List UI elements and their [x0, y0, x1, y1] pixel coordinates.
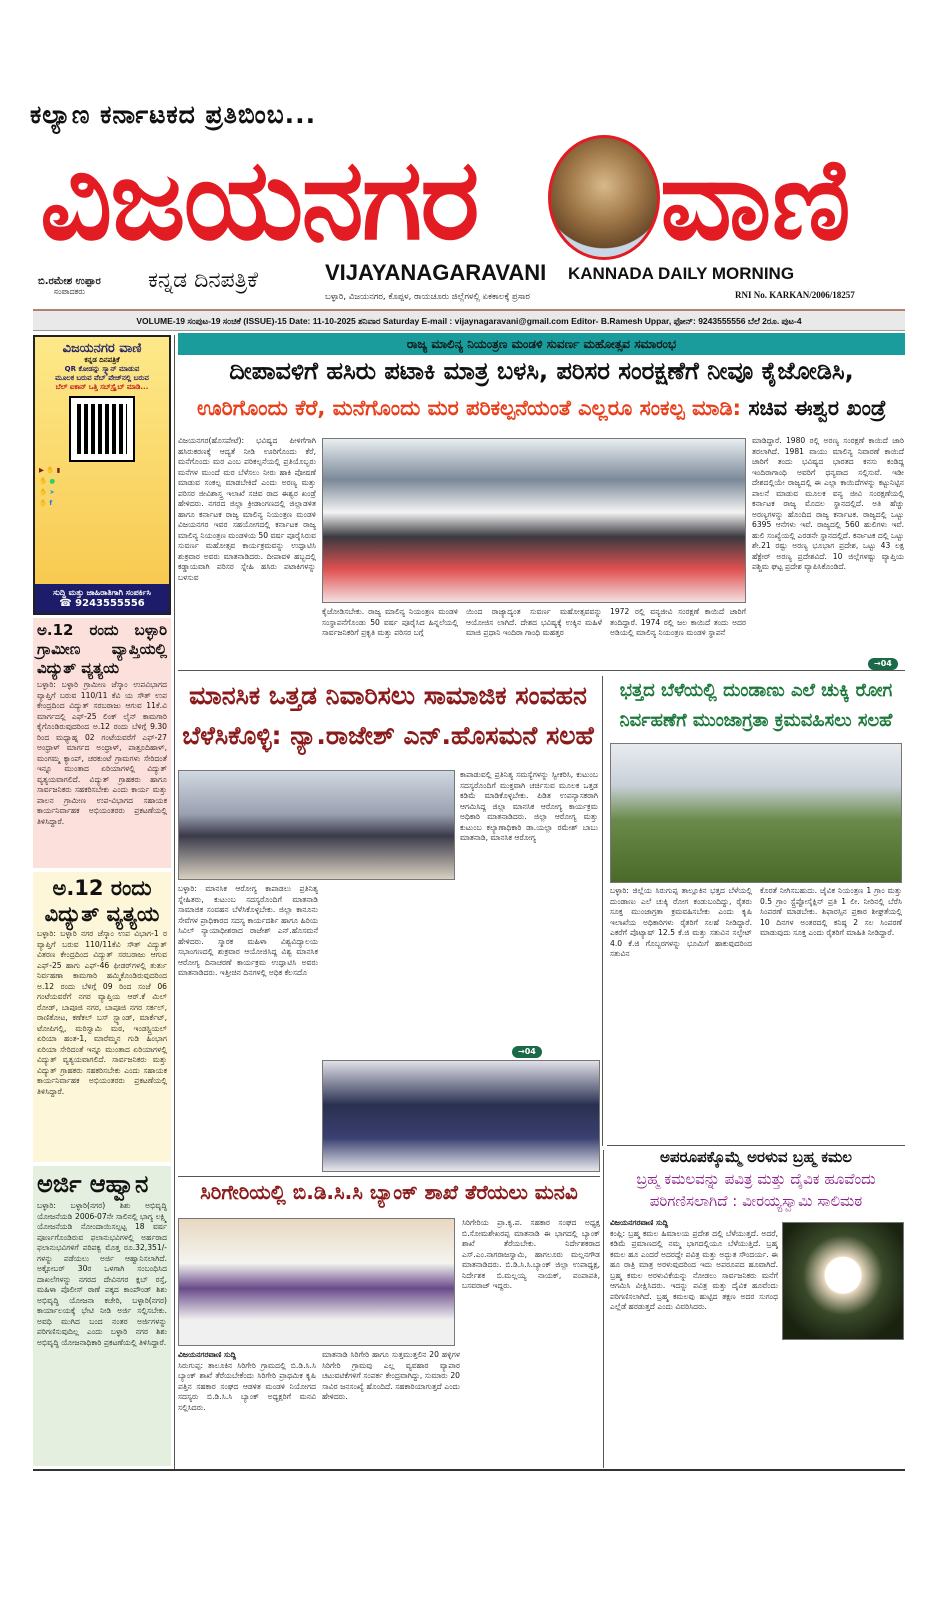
youtube-row[interactable]: ▶ ✋ ▮: [39, 466, 61, 474]
article-application-invite: [33, 1166, 171, 1466]
lead-body-col3: ಯಿಂದ ರಾಜ್ಯಾದ್ಯಂತ ಸುವರ್ಣ ಮಹೋತ್ಸವವನ್ನು ಆಯೋಜಿಸ ಲಾಗಿದೆ. ದೇಶದ ಭವಿಷ್ಯಕ್ಕೆ ಉಕ್ಕಿನ ಮಹಿಳೆ ಮಾಜಿ ಪ್ರಧಾನಿ ಇಂದಿರಾ ಗಾಂಧಿ ಮಹತ್ತರ: [466, 607, 602, 637]
section-divider: [178, 670, 905, 671]
lead-kicker: ರಾಜ್ಯ ಮಾಲಿನ್ಯ ನಿಯಂತ್ರಣ ಮಂಡಳಿ ಸುವರ್ಣ ಮಹೋತ್ಸವ ಸಮಾರಂಭ: [178, 333, 905, 355]
bank-body-1: [178, 1350, 316, 1465]
brahma-headline: ಬ್ರಹ್ಮ ಕಮಲವನ್ನು ಪವಿತ್ರ ಮತ್ತು ದೈವಿಕ ಹೂವೆಂದು ಪರಿಗಣಿಸಲಾಗಿದೆ : ವೀರಯ್ಯಸ್ವಾಮಿ ಸಾಲಿಮಠ: [636, 1170, 876, 1210]
bank-body-3: ಸಿರಿಗೇರಿಯ ಪ್ರಾ.ಕೃ.ಪ. ಸಹಕಾರ ಸಂಘದ ಅಧ್ಯಕ್ಷ ಬಿ.ಸೋಮಶೇಖರಪ್ಪ ಮಾತನಾಡಿ ಈ ಭಾಗದಲ್ಲಿ ಬ್ಯಾಂಕ್ ಶಾಖೆ ತೆರೆಯಬೇಕು. ನಿರ್ದೇಶಕರಾದ ಎಸ್.ಎಂ.ನಾಗರಾಜಸ್ವಾಮಿ, ಹಾಗಲೂರು ಮಲ್ಲನಗೌಡ ಮಾತನಾಡಿದರು. ಬಿ.ಡಿ.ಸಿ.ಸಿ.ಬ್ಯಾಂಕ್ ಜಿಲ್ಲಾ ಉಪಾಧ್ಯಕ್ಷ, ನಿರ್ದೇಶಕ ಬಿ.ಮಲ್ಲಯ್ಯ ನಾಯಕ್, ಪಂಪಾಪತಿ, ಬಸವರಾಜ್ ಇದ್ದರು.: [462, 1218, 600, 1290]
lead-body-col2: ಕೈಜೋಡಿಸಬೇಕು. ರಾಜ್ಯ ಮಾಲಿನ್ಯ ನಿಯಂತ್ರಣ ಮಂಡಳಿ ಸಂಸ್ಥಾಪನೆಗೊಂಡು 50 ವರ್ಷ ಪೂರೈಸಿದ ಹಿನ್ನಲೆಯಲ್ಲಿ ಸಾರ್ವಜನಿಕರಿಗೆ ಪ್ರಕೃತಿ ಮತ್ತು ಪರಿಸರ ಬಗ್ಗೆ: [322, 607, 458, 637]
bank-headline: ಸಿರಿಗೇರಿಯಲ್ಲಿ ಬಿ.ಡಿ.ಸಿ.ಸಿ ಬ್ಯಾಂಕ್ ಶಾಖೆ ತೆರೆಯಲು ಮನವಿ: [200, 1180, 578, 1204]
column-divider: [602, 676, 603, 1146]
byline: ವಿಜಯನಗರವಾಣಿ ಸುದ್ದಿ: [178, 1350, 237, 1359]
mental-health-body-left: ಬಳ್ಳಾರಿ: ಮಾನಸಿಕ ಆರೋಗ್ಯ ಕಾಪಾಡಲು ಪ್ರತಿನಿತ್ಯ ಸ್ನೇಹಿತರು, ಕುಟುಂಬ ಸದಸ್ಯರೊಂದಿಗೆ ಮಾತನಾಡಿ ಸಾಮಾಜಿಕ ಸಂವಹನ ಬೆಳೆಸಿಕೊಳ್ಳಬೇಕು. ಜಿಲ್ಲಾ ಕಾನೂನು ಸೇವೆಗಳ ಪ್ರಾಧಿಕಾರದ ಸದಸ್ಯ ಕಾರ್ಯದರ್ಶಿ ಹಾಗೂ ಹಿರಿಯ ಸಿವಿಲ್ ನ್ಯಾಯಾಧೀಶರಾದ ರಾಜೇಶ್ ಎನ್.ಹೊಸಮನೆ ಹೇಳಿದರು. ಸ್ಮಾರಕ ಮಹಿಳಾ ವಿಶ್ವವಿದ್ಯಾಲಯ ಸಭಾಂಗಣದಲ್ಲಿ ಶುಕ್ರವಾರ ಆಯೋಜಿಸಿದ್ದ ವಿಶ್ವ ಮಾನಸಿಕ ಆರೋಗ್ಯ ದಿನಾಚರಣೆ ಕಾರ್ಯಕ್ರಮ ಉದ್ಘಾಟಿಸಿ ಅವರು ಮಾತನಾಡಿದರು. ಇತ್ತೀಚಿನ ದಿನಗಳಲ್ಲಿ ಅಧಿಕ ಕೆಲಸದೊ: [178, 884, 318, 977]
lead-body-right: ಮಾಡಿದ್ದಾರೆ. 1980 ರಲ್ಲಿ ಅರಣ್ಯ ಸಂರಕ್ಷಣೆ ಕಾಯಿದೆ ಜಾರಿ ತರಲಾಗಿದೆ. 1981 ವಾಯು ಮಾಲಿನ್ಯ ನಿವಾರಣೆ ಕಾಯಿದೆ ಜಾರಿಗೆ ತಂದು ಭವಿಷ್ಯದ ಭಾರತದ ಕನಸು ಕಂಡಿದ್ದ ಇಂದಿರಾಗಾಂಧಿ ಅವರಿಗೆ ಧನ್ಯವಾದ ಸಲ್ಲಿಸುವೆ. ಇಡೀ ದೇಶದಲ್ಲಿಯೇ ರಾಜ್ಯದಲ್ಲಿ ಈ ಎಲ್ಲಾ ಕಾಯಿದೆಗಳನ್ನು ಕಟ್ಟುನಿಟ್ಟಿನ ಪಾಲನೆ ಮಾಡುವ ಮೂಲಕ ವನ್ಯ ಜೀವಿ ಸಂರಕ್ಷಣೆಯಲ್ಲಿ ಕರ್ನಾಟಕ ರಾಜ್ಯ ಮೊದಲ ಸ್ಥಾನದಲ್ಲಿದೆ. ಅತಿ ಹೆಚ್ಚು ಅರಣ್ಯಗಳನ್ನು ಹೊಂದಿದ ರಾಜ್ಯ ಕರ್ನಾಟಕ. ರಾಜ್ಯದಲ್ಲಿ ಒಟ್ಟು 6395 ಆನೆಗಳು ಇವೆ. ರಾಜ್ಯದಲ್ಲಿ 560 ಹುಲಿಗಳು ಇವೆ. ಹುಲಿ ಸಂಖ್ಯೆಯಲ್ಲಿ ಎರಡನೇ ಸ್ಥಾನದಲ್ಲಿದೆ. ಕರ್ನಾಟಕ ದಲ್ಲಿ ಒಟ್ಟು ಶೇ.21 ರಷ್ಟು ಅರಣ್ಯ ಭೂಭಾಗ ಪ್ರದೇಶ, ಒಟ್ಟು 43 ಲಕ್ಷ ಹೆಕ್ಟೇರ್ ಅರಣ್ಯ ಪ್ರದೇಶವಿದೆ. 10 ಜಿಲ್ಲೆಗಳಷ್ಟು ವ್ಯಾಪ್ತಿಯ ಪಶ್ಚಿಮ ಘಟ್ಟ ಪ್ರದೇಶ ವ್ಯಾಪಿಸಿಕೊಂಡಿದೆ.: [752, 436, 904, 571]
mental-health-headline: ಮಾನಸಿಕ ಒತ್ತಡ ನಿವಾರಿಸಲು ಸಾಮಾಜಿಕ ಸಂವಹನ ಬೆಳೆಸಿಕೊಳ್ಳಿ: ನ್ಯಾ.ರಾಜೇಶ್ ಎನ್.ಹೊಸಮನೆ ಸಲಹೆ: [182, 681, 594, 750]
hampi-chariot-logo-image: [548, 135, 660, 260]
ad-line-1: QR ಕೋಡನ್ನು ಸ್ಕ್ಯಾನ್ ಮಾಡುವ: [64, 365, 140, 373]
ad-phone: 9243555556: [75, 598, 145, 609]
facebook-icon[interactable]: ✋ f: [39, 499, 53, 507]
subheadline-red: ಊರಿಗೊಂದು ಕೆರೆ, ಮನೆಗೊಂದು ಮರ ಪರಿಕಲ್ಪನೆಯಂತೆ ಎಲ್ಲರೂ ಸಂಕಲ್ಪ ಮಾಡಿ:: [196, 396, 742, 420]
brahma-body-text: ಕಂಪ್ಲಿ: ಬ್ರಹ್ಮ ಕಮಲ ಹಿಮಾಲಯ ಪ್ರದೇಶ ದಲ್ಲಿ ಬೆಳೆಯುತ್ತದೆ. ಅದರೆ, ಕಡಿಮೆ ಪ್ರಮಾಣದಲ್ಲಿ ನಮ್ಮ ಭಾಗದಲ್ಲಿಯೂ ಬೆಳೆಯುತ್ತಿದೆ. ಬ್ರಹ್ಮ ಕಮಲ ಹೂ ಎಂದರೆ ಅದರದ್ದೇ ಪವಿತ್ರ ಮತ್ತು ಅದ್ಭುತ ಸೌಂದರ್ಯ. ಈ ಹೂ ರಾತ್ರಿ ಮಾತ್ರ ಅರಳುವುದರಿಂದ ಇದು ಅಪರೂಪದ ಹೂವಾಗಿದೆ. ಬ್ರಹ್ಮ ಕಮಲ ಅರಳುವಿಕೆಯನ್ನು ನೋಡಲು ಸಾರ್ವಜನಿಕರು ಮನೆಗೆ ಆಗಮಿಸಿ ವೀಕ್ಷಿಸಿದರು. ಇದನ್ನು ಪವಿತ್ರ ಮತ್ತು ದೈವಿಕ ಹೂವೆಂದು ಪರಿಗಣಿಸಲಾಗಿದೆ. ಬ್ರಹ್ಮ ಕಮಲವು ಹುಟ್ಟಿದ ತಕ್ಷಣ ಅದರ ಸುಗಂಧ ಎಲ್ಲೆಡೆ ಹರಡುತ್ತದೆ ಎಂದು ವಿವರಿಸಿದರು.: [610, 1228, 778, 1311]
article-body: ಬಳ್ಳಾರಿ: ಬಳ್ಳಾರಿ(ನಗರ) ಶಿಶು ಅಭಿವೃದ್ಧಿ ಯೋಜನೆಯಡಿ 2006-07ನೇ ಸಾಲಿನಲ್ಲಿ ಭಾಗ್ಯ ಲಕ್ಷ್ಮಿ ಯೋಜನೆಯಡಿ ನೋಂದಾಯಿಸಲ್ಪಟ್ಟ 18 ವರ್ಷ ಪೂರ್ಣಗೊಂಡಿರುವ ಫಲಾನುಭವಿಗಳಲ್ಲಿ ಅರ್ಹರಾದ ಫಲಾನುಭವಿಗಳಿಗೆ ಪರಿಪಕ್ವ ಮೊತ್ತ ರೂ.32,351/-ಗಳನ್ನು ಪಡೆಯಲು ಅರ್ಜಿ ಆಹ್ವಾನಿಸಲಾಗಿದೆ. ಅಕ್ಟೋಬರ್ 30ರ ಒಳಗಾಗಿ ಸಂಬಂಧಿಸಿದ ದಾಖಲೆಗಳನ್ನು ನಗರದ ದೇವಿನಗರ ಕ್ಲಬ್ ರಸ್ತೆ, ಮಹಿಳಾ ಪೊಲೀಸ್ ಠಾಣೆ ಪಕ್ಕದ ಕಾಂಪೌಂಡ್ ಶಿಶು ಅಭಿವೃದ್ಧಿ ಯೋಜನಾ ಕಚೇರಿ, ಬಳ್ಳಾರಿ(ನಗರ) ಕಾರ್ಯಾಲಯಕ್ಕೆ ಭೇಟಿ ನೀಡಿ ಅರ್ಜಿ ಸಲ್ಲಿಸಬೇಕು. ಅವಧಿ ಮುಗಿದ ಬಂದ ನಂತರ ಅರ್ಜಿಗಳನ್ನು ಪರಿಗಣಿಸುವುದಿಲ್ಲ ಎಂದು ಬಳ್ಳಾರಿ ನಗರ ಶಿಶು ಅಭಿವೃದ್ಧಿ ಯೋಜನಾಧಿಕಾರಿ ಪ್ರಕಟಣೆಯಲ್ಲಿ ತಿಳಿಸಿದ್ದಾರೆ.: [37, 1201, 167, 1347]
students-photo: [322, 1060, 600, 1172]
masthead-title-left: ವಿಜಯನಗರ: [40, 135, 478, 265]
mental-continued-badge[interactable]: [512, 1043, 542, 1058]
ad-subtitle: ಕನ್ನಡ ದಿನಪತ್ರಿಕೆ: [84, 356, 120, 364]
subheadline-black: ಸಚಿವ ಈಶ್ವರ ಖಂಡ್ರೆ: [741, 396, 887, 420]
whatsapp-icon[interactable]: ✋ ●: [39, 477, 56, 485]
qr-subscribe-ad[interactable]: [33, 335, 171, 615]
bank-body-2: ಮಾತನಾಡಿ ಸಿರಿಗೇರಿ ಹಾಗೂ ಸುತ್ತಮುತ್ತಲಿನ 20 ಹಳ್ಳಿಗಳ ಸಿರಿಗೇರಿ ಗ್ರಾಮವು ಎಲ್ಲ ವ್ಯವಹಾರ ವ್ಯಾಪಾರ ಚಟುವಟಿಕೆಗಳಿಗೆ ಸಂಪರ್ಕ ಕೇಂದ್ರವಾಗಿದ್ದು, ಸುಮಾರು 20 ಸಾವಿರ ಜನಸಂಖ್ಯೆ ಹೊಂದಿದೆ. ಸಹಕಾರಿಯಾಗುತ್ತದೆ ಎಂದು ಹೇಳಿದರು.: [322, 1350, 460, 1401]
article-headline: ಅ.12 ರಂದು ಬಳ್ಳಾರಿ ಗ್ರಾಮೀಣ ವ್ಯಾಪ್ತಿಯಲ್ಲಿ ವಿದ್ಯುತ್ ವ್ಯತ್ಯಯ: [37, 621, 167, 677]
page-bottom-rule: [33, 1469, 905, 1471]
article-headline: ಅ.12 ರಂದು ವಿದ್ಯುತ್ ವ್ಯತ್ಯಯ: [44, 876, 160, 926]
masthead-title-right: ವಾಣಿ: [660, 135, 851, 265]
telegram-icon[interactable]: ✋ ➤: [39, 488, 55, 496]
lead-photo-ceremony: [322, 438, 746, 603]
lead-body-col1: ವಿಜಯನಗರ(ಹೊಸಪೇಟೆ): ಭವಿಷ್ಯದ ಪೀಳಿಗೆಗಾಗಿ ಹಸಿರುಕರಣಕ್ಕೆ ಆದ್ಯತೆ ನೀಡಿ ಊರಿಗೊಂದು ಕೆರೆ, ಮನೆಗೊಂದು ಮರ ಎಂಬ ಪರಿಕಲ್ಪನೆಯಲ್ಲಿ ಪ್ರತಿಯೊಬ್ಬರು ಮನೆಗಳ ಮುಂದೆ ಮರ ಬೆಳೆಸಲು ನೀರು ಹಾಕಿ ಪೋಷಣೆ ಮಾಡುವ ಸಂಕಲ್ಪ ಮಾಡಬೇಕಿದೆ ಎಂದು ಅರಣ್ಯ ಮತ್ತು ಪರಿಸರ ಜೀವಿಶಾಸ್ತ್ರ ಇಲಾಖೆ ಸಚಿವ ರಾದ ಈಶ್ವರ ಖಂಡ್ರೆ ಹೇಳಿದರು. ನಗರದ ಜಿಲ್ಲಾ ಕ್ರೀಡಾಂಗಣದಲ್ಲಿ ಜಿಲ್ಲಾಡಳಿತ ಹಾಗೂ ಕರ್ನಾಟಕ ರಾಜ್ಯ ಮಾಲಿನ್ಯ ನಿಯಂತ್ರಣ ಮಂಡಳಿ ವಿಜಯನಗರ ಇವರ ಸಹಯೋಗದಲ್ಲಿ ಕರ್ನಾಟಕ ರಾಜ್ಯ ಮಾಲಿನ್ಯ ನಿಯಂತ್ರಣ ಮಂಡಳಿಯ 50 ವರ್ಷ ಪೂರೈಸಿರುವ ಸುವರ್ಣ ಮಹೋತ್ಸವ ಕಾರ್ಯಕ್ರಮವನ್ನು ಉದ್ಘಾಟಿಸಿ ಶುಕ್ರವಾರ ಅವರು ಮಾತನಾಡಿದರು. ದೀಪಾವಳಿ ಹಬ್ಬದಲ್ಲಿ ಕಡ್ಡಾಯವಾಗಿ ಪರಿಸರ ಸ್ನೇಹಿ ಹಸಿರು ಪಟಾಕಿಗಳನ್ನು ಬಳಸುವ: [178, 436, 316, 582]
brahma-kamala-photo: [782, 1222, 904, 1340]
column-divider: [603, 1150, 604, 1468]
bank-petition-photo: [178, 1218, 455, 1346]
brahma-body: [610, 1218, 778, 1463]
byline: ವಿಜಯನಗರವಾಣಿ ಸುದ್ದಿ: [610, 1218, 669, 1227]
masthead-tagline: ಕಲ್ಯಾಣ ಕರ್ನಾಟಕದ ಪ್ರತಿಬಿಂಬ...: [30, 100, 317, 129]
left-column: [33, 335, 171, 1466]
english-title: VIJAYANAGARAVANI: [325, 260, 547, 285]
continued-label: →04: [868, 658, 898, 670]
circulation-line: ಬಳ್ಳಾರಿ, ವಿಜಯನಗರ, ಕೊಪ್ಪಳ, ರಾಯಚೂರು ಜಿಲ್ಲೆಗಳಲ್ಲಿ ಏಕಕಾಲಕ್ಕೆ ಪ್ರಸಾರ: [325, 292, 530, 302]
rni-number: RNI No. KARKAN/2006/18257: [735, 290, 855, 300]
ad-line-3: ಬೆಲ್ ಐಕಾನ್ ಒತ್ತಿ ಸಬ್‌ಸ್ಕ್ರೈಬ್ ಮಾಡಿ...: [55, 383, 149, 391]
paddy-body-right: ಕೊರತೆ ನೀಗಿಸಬಹುದು. ಜೈವಿಕ ನಿಯಂತ್ರಣ 1 ಗ್ರಾಂ ಮತ್ತು 0.5 ಗ್ರಾಂ ಸ್ಟ್ರೆಪ್ಟೋಸೈಕ್ಲಿನ್ ಪ್ರತಿ 1 ಲೀ. ನೀರಿನಲ್ಲಿ ಬೆರೆಸಿ ಸಿಂಪರಣೆ ಮಾಡಬೇಕು. ಶಿಫಾರಸ್ಸಿನ ಪ್ರಕಾರ ಶೀಘ್ರತೆಯಲ್ಲಿ 10 ದಿನಗಳ ಅಂತರದಲ್ಲಿ ಕನಿಷ್ಠ 2 ಸಲ ಸಿಂಪರಣೆ ಮಾಡುವುದು ಸೂಕ್ತ ಎಂದು ರೈತರಿಗೆ ಮಾಹಿತಿ ನೀಡಿದ್ದಾರೆ.: [760, 886, 902, 937]
editor-credit: [38, 276, 101, 297]
lead-body-col4: 1972 ರಲ್ಲಿ ವನ್ಯಜೀವಿ ಸಂರಕ್ಷಣೆ ಕಾಯಿದೆ ಜಾರಿಗೆ ತಂದಿದ್ದಾರೆ. 1974 ರಲ್ಲಿ ಜಲ ಕಾಯಿದೆ ತಂದು ಅದರ ಅಡಿಯಲ್ಲಿ ಮಾಲಿನ್ಯ ನಿಯಂತ್ರಣ ಮಂಡಳಿ ಸ್ಥಾಪನೆ: [610, 607, 746, 637]
article-body: ಬಳ್ಳಾರಿ: ಬಳ್ಳಾರಿ ನಗರ ಜೆಸ್ಕಾಂ ಉಪ ವಿಭಾಗ-1 ರ ವ್ಯಾಪ್ತಿಗೆ ಬರುವ 110/11ಕೆವಿ ಸೌತ್ ವಿದ್ಯುತ್ ವಿತರಣ ಕೇಂದ್ರದಿಂದ ವಿದ್ಯುತ್ ಸರಬರಾಜು ಆಗುವ ಎಫ್-25 ಹಾಗು ಎಫ್-46 ಫೀಡರ್‌ಗಳಲ್ಲಿ ತುರ್ತು ನಿರ್ವಹಣಾ ಕಾಮಗಾರಿ ಹಮ್ಮಿಕೊಂಡಿರುವುದರಿಂದ ಅ.12 ರಂದು ಬೆಳಿಗ್ಗೆ 09 ರಿಂದ ಸಂಜೆ 06 ಗಂಟೆಯವರೆಗೆ ನಗರ ವ್ಯಾಪ್ತಿಯ ಆರ್.ಕೆ ಮಿಲ್ ರೋಡ್, ಬಾಪೂಜಿ ನಗರ, ಬಾಪೂಜಿ ನಗರ ಸರ್ಕಲ್, ರಾಣಿತೋಟ, ಕಣೆಕಲ್ ಬಸ್ ಸ್ಟ್ಯಾಂಡ್, ಮಾರ್ಕೆಟ್, ಟೋಪಿಗಲ್ಲಿ, ಮರಿಸ್ವಾಮಿ ಮಠ, ಇಂಡಸ್ಟ್ರಿಯಲ್ ಏರಿಯಾ ಹಂತ-1, ಮಾರೆಮ್ಮನ ಗುಡಿ ಹಿಂಭಾಗ ಏರಿಯಾ ಸೇರಿದಂತೆ ಇನ್ನೂ ಮುಂತಾದ ಏರಿಯಾಗಳಲ್ಲಿ ವಿದ್ಯುತ್ ವ್ಯತ್ಯಯವಾಗಲಿದೆ. ಸಾರ್ವಜನಿಕರು ಮತ್ತು ವಿದ್ಯುತ್ ಗ್ರಾಹಕರು ಸಹಕರಿಸಬೇಕು ಎಂದು ಸಹಾಯಕ ಕಾರ್ಯನಿರ್ವಾಹಕ ಅಭಿಯಂತರರು ಪ್ರಕಟಣೆಯಲ್ಲಿ ತಿಳಿಸಿದ್ದಾರೆ.: [37, 929, 167, 1096]
paddy-body-left: ಬಳ್ಳಾರಿ: ಜಿಲ್ಲೆಯ ಸಿರುಗುಪ್ಪ ತಾಲ್ಲೂಕಿನ ಭತ್ತದ ಬೆಳೆಯಲ್ಲಿ ದುಂಡಾಣು ಎಲೆ ಚುಕ್ಕಿ ರೋಗ ಕಂಡುಬಂದಿದ್ದು, ರೈತರು ಸೂಕ್ತ ಮುಂಜಾಗ್ರತಾ ಕ್ರಮವಹಿಸಬೇಕು ಎಂದು ಕೃಷಿ ಇಲಾಖೆಯ ಅಧಿಕಾರಿಗಳು ರೈತರಿಗೆ ಸಲಹೆ ನೀಡಿದ್ದಾರೆ. ಎಕರೆಗೆ ಪೊಟ್ಯಾಷ್ 12.5 ಕೆ.ಜಿ ಮತ್ತು ಸತುವಿನ ಸಲ್ಫೇಟ್ 4.0 ಕೆ.ಜಿ ಗೊಬ್ಬರಗಳನ್ನು ಭೂಮಿಗೆ ಹಾಕುವುದರಿಂದ ಸತುವಿನ: [610, 886, 752, 958]
paddy-headline: ಭತ್ತದ ಬೆಳೆಯಲ್ಲಿ ದುಂಡಾಣು ಎಲೆ ಚುಕ್ಕಿ ರೋಗ ನಿರ್ವಹಣೆಗೆ ಮುಂಜಾಗ್ರತಾ ಕ್ರಮವಹಿಸಲು ಸಲಹೆ: [619, 680, 893, 731]
paddy-field-photo: [610, 743, 902, 883]
lead-headline: ದೀಪಾವಳಿಗೆ ಹಸಿರು ಪಟಾಕಿ ಮಾತ್ರ ಬಳಸಿ, ಪರಿಸರ ಸಂರಕ್ಷಣೆಗೆ ನೀವೂ ಕೈಜೋಡಿಸಿ,: [229, 357, 854, 385]
ad-contact: [35, 584, 169, 613]
section-divider: [607, 1145, 905, 1146]
brahma-kicker: ಅಪರೂಪಕ್ಕೊಮ್ಮೆ ಅರಳುವ ಬ್ರಹ್ಮ ಕಮಲ: [660, 1148, 852, 1166]
ad-line-2: ಮೂಲಕ ಬರುವ ವೆಬ್ ಪೇಜ್‌ನಲ್ಲಿ ಬರುವ: [55, 374, 149, 382]
column-divider: [174, 335, 175, 1470]
article-city-power-cut: [33, 872, 171, 1162]
article-body: ಬಳ್ಳಾರಿ: ಬಳ್ಳಾರಿ ಗ್ರಾಮೀಣ ಜೆಸ್ಕಾಂ ಉಪವಿಭಾಗದ ವ್ಯಾಪ್ತಿಗೆ ಬರುವ 110/11 ಕೆವಿ ಯ ಸೌತ್ ಉಪ ಕೇಂದ್ರದಿಂದ ವಿದ್ಯುತ್ ಸರಬರಾಜು ಆಗುವ 11ಕೆ.ವಿ ಮಾರ್ಗದಲ್ಲಿ ಎಫ್-25 ಲಿಂಕ್ ಲೈನ್ ಕಾಮಗಾರಿ ಕೈಗೊಂಡಿರುವುದರಿಂದ ಅ.12 ರಂದು ಬೆಳಿಗ್ಗೆ 9.30 ರಿಂದ ಮಧ್ಯಾಹ್ನ 02 ಗಂಟೆಯವರೆಗೆ ಎಫ್-27 ಅಂಧ್ರಾಳ್ ಮಾರ್ಗದ ಅಂಧ್ರಾಳ್, ಪಾತ್ರೂದಿಹಾಳ್, ಮಂಗಮ್ಮ ಕ್ಯಾಂಪ್, ಚರಕುಂಟೆ ಗ್ರಾಮಗಳು ಸೇರಿದಂತೆ ಇನ್ನೂ ಮುಂತಾದ ಏರಿಯಾಗಳಲ್ಲಿ ವಿದ್ಯುತ್ ವ್ಯತ್ಯಯವಾಗಲಿದೆ. ವಿದ್ಯುತ್ ಗ್ರಾಹಕರು ಹಾಗೂ ಸಾರ್ವಜನಿಕರು ಸಹಕರಿಸಬೇಕು ಎಂದು ಕಾರ್ಯ ಮತ್ತು ಪಾಲನ ಗ್ರಾಮೀಣ ಉಪ-ವಿಭಾಗದ ಸಹಾಯಕ ಕಾರ್ಯನಿರ್ವಾಹಕ ಅಭಿಯಂತರರು ಪ್ರಕಟಣೆಯಲ್ಲಿ ತಿಳಿಸಿದ್ದಾರೆ.: [37, 680, 167, 826]
english-subtitle: KANNADA DAILY MORNING: [568, 264, 795, 283]
lead-subheadline: [178, 396, 905, 421]
article-rural-power-cut: [33, 618, 171, 868]
continued-label: →04: [512, 1046, 542, 1058]
mental-health-body-right: ಕಾಪಾಡುವಲ್ಲಿ ಪ್ರತಿನಿತ್ಯ ಸಮಸ್ಯೆಗಳನ್ನು ಸ್ವೀಕರಿಸಿ, ಕುಟುಂಬ ಸದಸ್ಯರೊಂದಿಗೆ ಮುಕ್ತವಾಗಿ ಚರ್ಚಿಸುವ ಮೂಲಕ ಒತ್ತಡ ಕಡಿಮೆ ಮಾಡಿಕೊಳ್ಳಬೇಕು. ಪಿಡಿತ ಉಪನ್ಯಾಸಕರಾಗಿ ಆಗಮಿಸಿದ್ದ ಜಿಲ್ಲಾ ಮಾನಸಿಕ ಆರೋಗ್ಯ ಕಾರ್ಯಕ್ರಮ ಅಧಿಕಾರಿ ಮಾತನಾಡಿದರು. ಜಿಲ್ಲಾ ಆರೋಗ್ಯ ಮತ್ತು ಕುಟುಂಬ ಕಲ್ಯಾಣಾಧಿಕಾರಿ ಡಾ.ಯಲ್ಲಾ ರಮೇಶ್ ಬಾಬು ಮಾತನಾಡಿ, ಮಾನಸಿಕ ಆರೋಗ್ಯ: [460, 770, 598, 842]
phone-icon: ☎: [59, 598, 76, 609]
article-headline: ಅರ್ಜಿ ಆಹ್ವಾನ: [37, 1170, 149, 1198]
kannada-daily-label: ಕನ್ನಡ ದಿನಪತ್ರಿಕೆ: [148, 268, 259, 293]
editor-role: ಸಂಪಾದಕರು: [53, 287, 86, 296]
bank-body-text: ಸಿರುಗುಪ್ಪ: ತಾಲೂಕಿನ ಸಿರಿಗೇರಿ ಗ್ರಾಮದಲ್ಲಿ ಬಿ.ಡಿ.ಸಿ.ಸಿ ಬ್ಯಾಂಕ್ ಶಾಖೆ ತೆರೆಯಬೇಕೆಂದು ಸಿರಿಗೇರಿ ಪ್ರಾಥಮಿಕ ಕೃಷಿ ಪತ್ತಿನ ಸಹಕಾರ ಸಂಘದ ಆಡಳಿತ ಮಂಡಳಿ ನಿಯೋಗದ ಸದಸ್ಯರು ಬಿ.ಡಿ.ಸಿ.ಸಿ ಬ್ಯಾಂಕ್ ಅಧ್ಯಕ್ಷರಿಗೆ ಮನವಿ ಸಲ್ಲಿಸಿದರು.: [178, 1360, 316, 1412]
ad-contact-label: ಸುದ್ದಿ ಮತ್ತು ಜಾಹಿರಾತಿಗಾಗಿ ಸಂಪರ್ಕಿಸಿ: [53, 588, 151, 597]
ad-title: ವಿಜಯನಗರ ವಾಣಿ: [62, 341, 142, 356]
lead-continued-badge[interactable]: [868, 655, 898, 670]
qr-code-icon[interactable]: [71, 398, 133, 460]
section-divider: [178, 1176, 600, 1177]
editor-name: ಬಿ.ರಮೇಶ ಉಪ್ಪಾರ: [38, 276, 101, 287]
issue-info-bar: VOLUME-19 ಸಂಪುಟ-19 ಸಂಚಿಕೆ (ISSUE)-15 Date: 11-10-2025 ಶನಿವಾರ Saturday E-mail : vijaynagaravani@gmail.com Editor- B.Ramesh Uppar, ಫೋನ್: 9243555556 ಬೆಲೆ 2ರೂ. ಪುಟ-4: [33, 309, 905, 331]
mental-health-photo: [178, 770, 455, 880]
